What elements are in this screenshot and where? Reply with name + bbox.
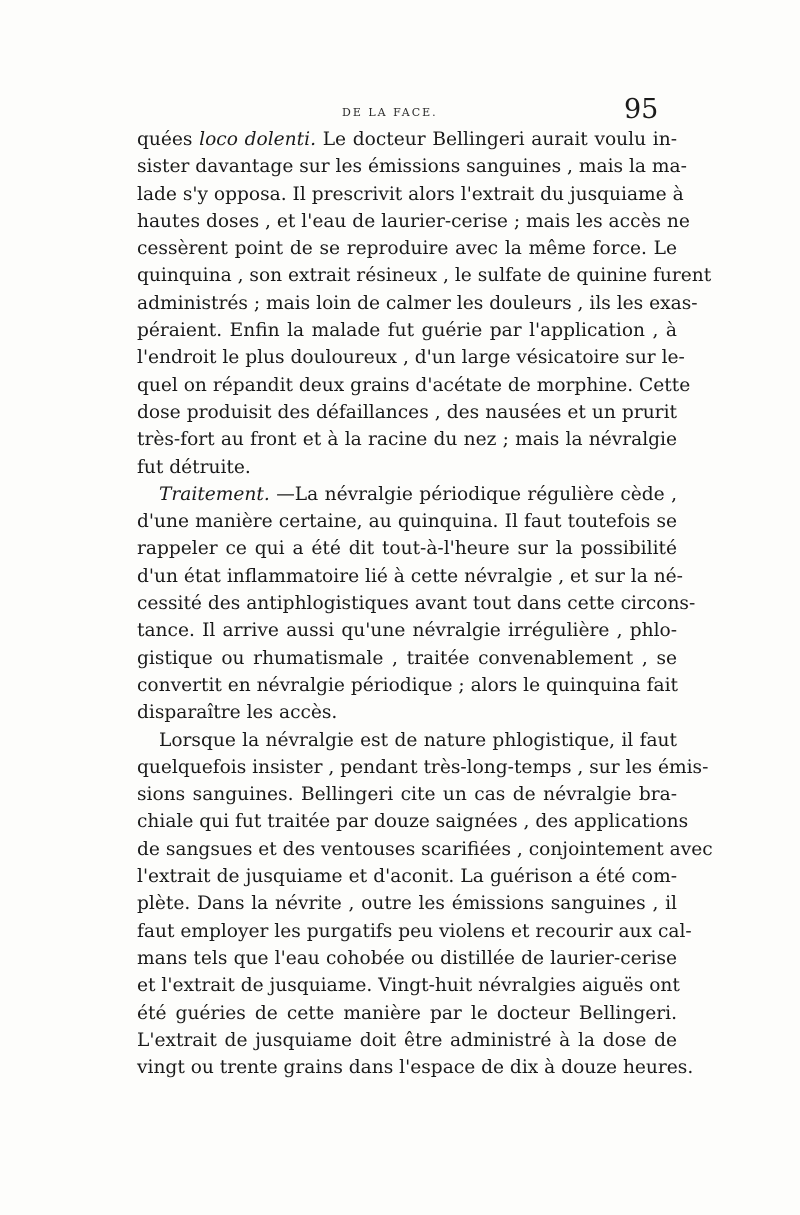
text-line: Lorsque la névralgie est de nature phlogistique, il faut <box>159 729 677 751</box>
text-line: sister davantage sur les émissions sanguines , mais la ma- <box>137 156 687 178</box>
text-line: chiale qui fut traitée par douze saignées , des applications <box>137 811 689 833</box>
running-head: DE LA FACE. <box>342 106 438 119</box>
text-line: cessité des antiphlogistiques avant tout dans cette circons- <box>137 593 696 615</box>
text-line: très-fort au front et à la racine du nez ; mais la névralgie <box>137 429 677 451</box>
text-line: d'un état inflammatoire lié à cette névralgie , et sur la né- <box>137 565 683 587</box>
page-number: 95 <box>624 94 659 125</box>
text-line: gistique ou rhumatismale , traitée convenablement , se <box>137 647 677 669</box>
text-line: lade s'y opposa. Il prescrivit alors l'extrait du jusquiame à <box>137 183 684 205</box>
section-heading: Traitement. <box>159 483 270 505</box>
text-line: quelquefois insister , pendant très-long-temps , sur les émis- <box>137 756 709 778</box>
text-line: mans tels que l'eau cohobée ou distillée de laurier-cerise <box>137 947 677 969</box>
text-line: d'une manière certaine, au quinquina. Il faut toutefois se <box>137 511 677 533</box>
text-line: L'extrait de jusquiame doit être administré à la dose de <box>137 1029 677 1051</box>
text-line: convertit en névralgie périodique ; alors le quinquina fait <box>137 674 678 696</box>
text-line: administrés ; mais loin de calmer les douleurs , ils les exas- <box>137 292 698 314</box>
text-line: rappeler ce qui a été dit tout-à-l'heure sur la possibilité <box>137 538 677 560</box>
text-line: plète. Dans la névrite , outre les émissions sanguines , il <box>137 893 677 915</box>
text-line: disparaître les accès. <box>137 702 338 724</box>
text-line: vingt ou trente grains dans l'espace de dix à douze heures. <box>137 1057 694 1079</box>
section-heading-line: Traitement. —La névralgie périodique régulière cède , <box>159 483 677 505</box>
text-line: été guéries de cette manière par le docteur Bellingeri. <box>137 1002 677 1024</box>
text-line: fut détruite. <box>137 456 251 478</box>
text-line: tance. Il arrive aussi qu'une névralgie irrégulière , phlo- <box>137 620 677 642</box>
text-line: quées loco dolenti. Le docteur Bellingeri aurait voulu in- <box>137 129 677 150</box>
text-line: cessèrent point de se reproduire avec la même force. Le <box>137 238 677 260</box>
body-text <box>137 126 713 1081</box>
text-line: dose produisit des défaillances , des nausées et un prurit <box>137 401 677 423</box>
text-line: faut employer les purgatifs peu violens et recourir aux cal- <box>137 920 692 942</box>
text-line: péraient. Enfin la malade fut guérie par l'application , à <box>137 320 677 342</box>
text-line: hautes doses , et l'eau de laurier-cerise ; mais les accès ne <box>137 210 690 232</box>
text-line: de sangsues et des ventouses scarifiées , conjointement avec <box>137 838 713 860</box>
text-line: l'extrait de jusquiame et d'aconit. La guérison a été com- <box>137 866 677 888</box>
text-line: et l'extrait de jusquiame. Vingt-huit névralgies aiguës ont <box>137 975 680 997</box>
text-line: l'endroit le plus douloureux , d'un large vésicatoire sur le- <box>137 347 685 369</box>
text-line: quel on répandit deux grains d'acétate de morphine. Cette <box>137 374 691 396</box>
text-line: quinquina , son extrait résineux , le sulfate de quinine furent <box>137 265 712 287</box>
latin-phrase: loco dolenti. <box>199 129 316 150</box>
text-line: sions sanguines. Bellingeri cite un cas de névralgie bra- <box>137 784 677 806</box>
